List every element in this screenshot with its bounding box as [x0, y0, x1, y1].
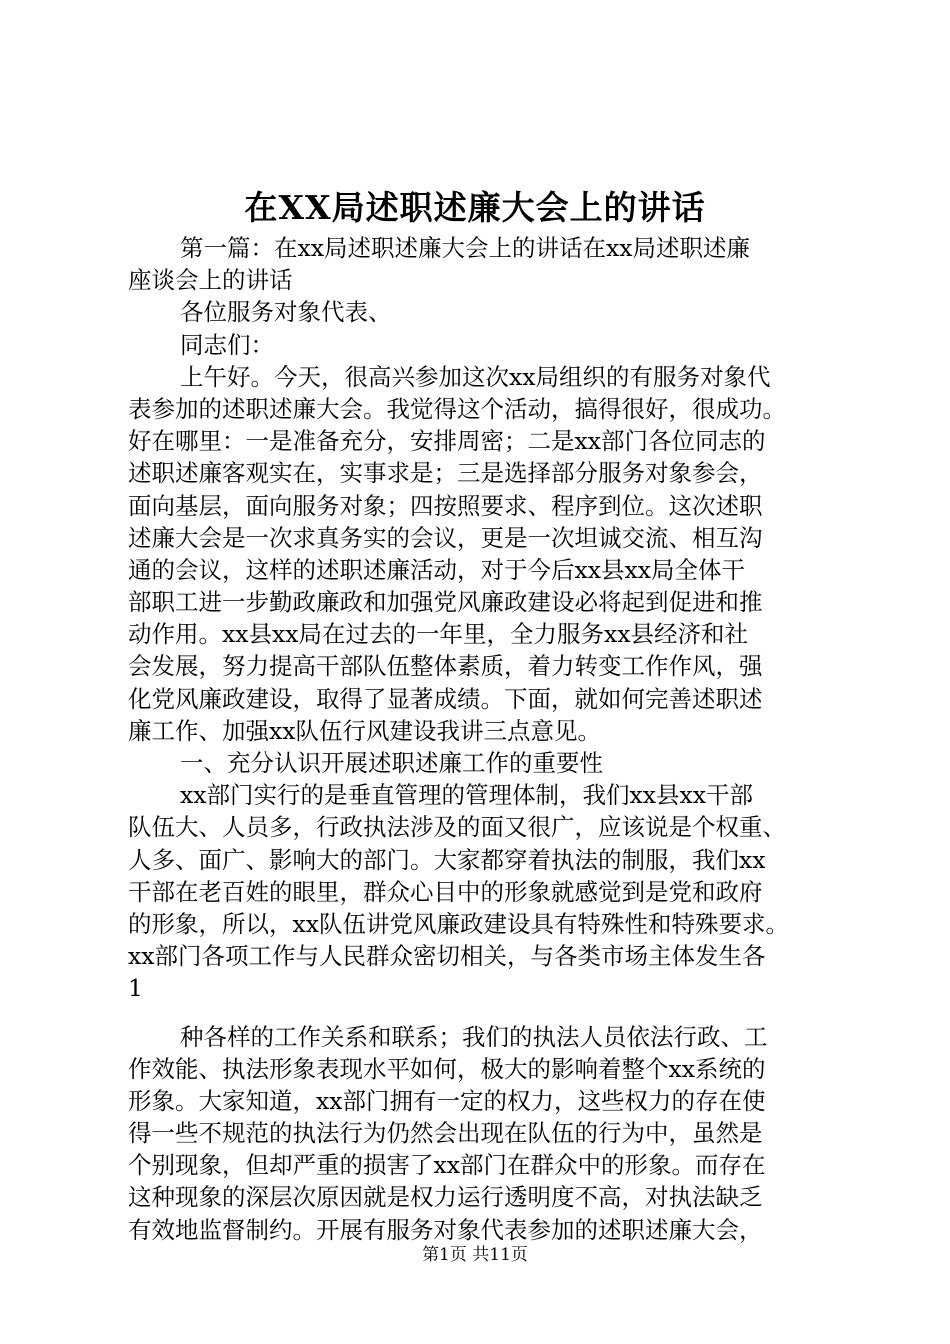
paragraph-line: 通的会议，这样的述职述廉活动，对于今后xx县xx局全体干 — [128, 555, 746, 584]
document-body — [128, 232, 834, 1246]
paragraph-line: 有效地监督制约。开展有服务对象代表参加的述职述廉大会， — [128, 1215, 763, 1244]
paragraph-line: 面向基层，面向服务对象；四按照要求、程序到位。这次述职 — [128, 491, 763, 520]
paragraph-line: 动作用。xx县xx局在过去的一年里，全力服务xx县经济和社 — [128, 620, 749, 649]
paragraph-line: 上午好。今天，很高兴参加这次xx局组织的有服务对象代 — [180, 362, 771, 391]
paragraph-line: 同志们： — [180, 330, 274, 359]
paragraph-line: 座谈会上的讲话 — [128, 266, 293, 295]
paragraph-line: 得一些不规范的执法行为仍然会出现在队伍的行为中，虽然是 — [128, 1119, 763, 1148]
paragraph-line: 述廉大会是一次求真务实的会议，更是一次坦诚交流、相互沟 — [128, 523, 763, 552]
paragraph-line: 化党风廉政建设，取得了显著成绩。下面，就如何完善述职述 — [128, 684, 763, 713]
section-heading: 一、充分认识开展述职述廉工作的重要性 — [180, 749, 603, 777]
paragraph-line: 部职工进一步勤政廉政和加强党风廉政建设必将起到促进和推 — [128, 588, 763, 617]
paragraph-line: 种各样的工作关系和联系；我们的执法人员依法行政、工 — [180, 1022, 768, 1051]
paragraph-line: 队伍大、人员多，行政执法涉及的面又很广，应该说是个权重、 — [128, 813, 786, 842]
paragraph-line: 第一篇：在xx局述职述廉大会上的讲话在xx局述职述廉 — [180, 234, 751, 262]
paragraph-line: 个别现象，但却严重的损害了xx部门在群众中的形象。而存在 — [128, 1151, 766, 1180]
paragraph-line: 好在哪里：一是准备充分，安排周密；二是xx部门各位同志的 — [128, 427, 766, 456]
paragraph-line: 表参加的述职述廉大会。我觉得这个活动，搞得很好，很成功。 — [128, 394, 786, 423]
page-break-gap — [128, 1005, 834, 1021]
paragraph-line: 述职述廉客观实在，实事求是；三是选择部分服务对象参会， — [128, 459, 763, 488]
paragraph-line: xx部门实行的是垂直管理的管理体制，我们xx县xx干部 — [180, 781, 754, 810]
inline-page-number: 1 — [128, 974, 143, 1003]
paragraph-line: 作效能、执法形象表现水平如何，极大的影响着整个xx系统的 — [128, 1054, 766, 1083]
document-title: 在XX局述职述廉大会上的讲话 — [244, 188, 706, 227]
paragraph-line: xx部门各项工作与人民群众密切相关，与各类市场主体发生各 — [128, 942, 766, 971]
paragraph-line: 会发展，努力提高干部队伍整体素质，着力转变工作作风，强 — [128, 652, 763, 681]
paragraph-line: 各位服务对象代表、 — [180, 298, 392, 327]
page-footer: 第1页 共11页 — [422, 1245, 528, 1265]
paragraph-line: 人多、面广、影响大的部门。大家都穿着执法的制服，我们xx — [128, 845, 766, 874]
paragraph-line: 这种现象的深层次原因就是权力运行透明度不高，对执法缺乏 — [128, 1183, 763, 1212]
paragraph-line: 的形象，所以，xx队伍讲党风廉政建设具有特殊性和特殊要求。 — [128, 909, 790, 938]
paragraph-line: 廉工作、加强xx队伍行风建设我讲三点意见。 — [128, 716, 602, 745]
paragraph-line: 形象。大家知道，xx部门拥有一定的权力，这些权力的存在使 — [128, 1086, 766, 1115]
paragraph-line: 干部在老百姓的眼里，群众心目中的形象就感觉到是党和政府 — [128, 877, 763, 906]
